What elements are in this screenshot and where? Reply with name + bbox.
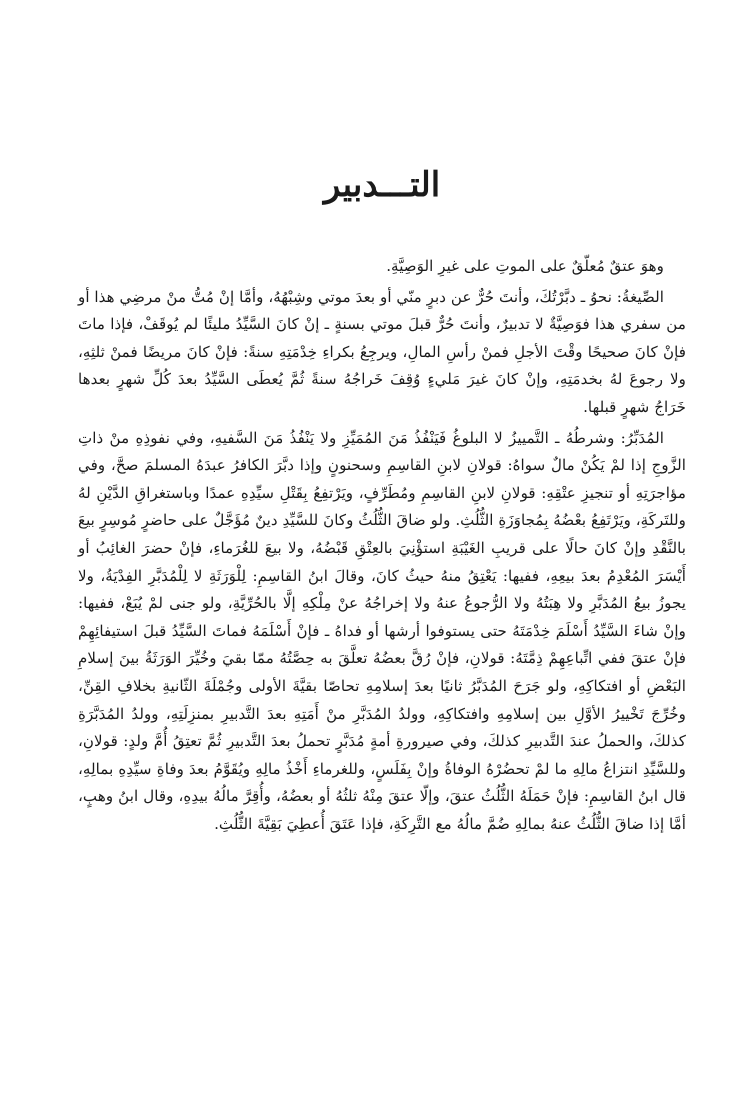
document-page — [78, 0, 686, 1094]
chapter-body — [78, 253, 686, 841]
definition-paragraph: وهوَ عتقٌ مُعلّقٌ على الموتِ على غيرِ الوَصِيَّةِ. — [386, 257, 664, 275]
formula-paragraph: الصِّيغةُ: نحوُ ـ دبَّرْتُكَ، وأنتَ حُرٌّ عن دبرٍ منّي أو بعدَ موتي وشِبْهُهُ، وأمَّا إنْ مُتُّ منْ مرضِي هذا أو من سفري هذا فوَصِيَّةٌ لا تدبيرٌ، وأنتَ حُرٌّ قبلَ موتي بسنةٍ ـ إنْ كانَ السَّيِّدُ مليئًا لم يُوقَفْ، فإذا ماتَ فإنْ كانَ صحيحًا وقْتَ الأجلِ فمنْ رأسِ المالِ، ويرجِعُ بكراءِ خِدْمَتِهِ سنةً: فإنْ كانَ مريضًا فمنْ ثلثِهِ، ولا رجوعَ لهُ بخدمَتِهِ، وإنْ كانَ غيرَ مَليءٍ وُقِفَ خَراجُهُ سنةً ثُمَّ يُعطَى السَّيِّدُ بعدَ كُلِّ شهرٍ بعدها خَرَاجُ شهرٍ قبلها. — [78, 287, 686, 416]
conditions-paragraph: المُدَبِّرُ: وشرطُهُ ـ التَّمييزُ لا البلوغُ فَيَنْفُذُ مَنَ المُمَيِّزِ ولا يَنْفُذُ مَنَ السَّفيهِ، وفي نفوذِهِ منْ ذاتِ الزَّوجِ إذا لمْ يَكُنْ مالٌ سواهُ: قولانِ لابنِ القاسِمِ وسحنونٍ وإذا دبَّرَ الكافرُ عبدَهُ المسلمَ صحَّ، وفي مؤاجرَتِهِ أو تنجيزِ عتْقِهِ: قولانِ لابنِ القاسِمِ ومُطَرِّفٍ، ويَرْتفِعُ بِقَتْلِ سيِّدِهِ عمدًا وباستغراقِ الدَّيْنِ لهُ وللتَركَةِ، ويَرْتَفِعُ بعْضُهُ بِمُجاوَزَةِ الثُّلُثِ. ولو ضاقَ الثُّلُثُ وكانَ للسَّيِّدِ دينٌ مُؤَجَّلٌ على حاضرٍ مُوسِرٍ بيعَ بالنَّقْدِ وإنْ كانَ حالًا على قريبِ الغَيْبَةِ استؤْنِيَ بالعِتْقِ قَبْضُهُ، ولا بيعَ للغُرَماءِ، فإنْ حضرَ الغائِبُ أو أَيْسَرَ المُعْدِمُ بعدَ بيعِهِ، ففيها: يَعْتِقُ منهُ حيثُ كانَ، وقالَ ابنُ القاسِمِ: لِلْوَرَثَةِ لا لِلْمُدَبَّرِ الفِدْيَةُ، ولا يجوزُ بيعُ المُدَبَّرِ ولا هِبَتُهُ ولا الرُّجوعُ عنهُ ولا إخراجُهُ عنْ مِلْكِهِ إلَّا بالحُرِّيَّةِ، ولو جنى لمْ يُبَعْ، ففيها: وإنْ شاءَ السَّيِّدُ أَسْلَمَ خِدْمَتَهُ حتى يستوفوا أرشها أو فداهُ ـ فإنْ أَسْلَمَهُ فماتَ السَّيِّدُ قبلَ استيفائِهِمْ فإنْ عتقَ ففي اتِّباعِهِمْ ذِمَّتَهُ: قولانِ، فإنْ رُقَّ بعضُهُ تعلَّقَ به حِصَّتُهُ ممّا بقيَ وخُيِّرَ الوَرَثَةُ بينَ إسلامِ البَعْضِ أو افتكاكِهِ، ولو جَرَحَ المُدَبَّرُ ثانيًا بعدَ إسلامِهِ تحاصّا بقيَّةَ الأولى وجُمْلَةَ الثّانيةِ بخلافِ القِنِّ، وخُرِّجَ تَخْييرُ الأوَّلِ بين إسلامِهِ وافتكاكِهِ، وولدُ المُدَبَّرِ منْ أَمَتِهِ بعدَ التَّدبيرِ بمنزِلَتِهِ، وولدُ المُدَبَّرَةِ كذلكَ، والحملُ عندَ التَّدبيرِ كذلكَ، وفي صيرورةِ أمةٍ مُدَبَّرٍ تحملُ بعدَ التَّدبيرِ ثُمَّ تعتِقُ أُمَّ ولدٍ: قولانِ، وللسَّيِّدِ انتزاعُ مالِهِ ما لمْ تحضُرْهُ الوفاةُ وإنْ بِفَلَسٍ، وللغرماءِ أَخْذُ مالِهِ ويُقَوَّمُ بعدَ وفاةِ سيِّدِهِ بمالِهِ، قال ابنُ القاسِمِ: فإنْ حَمَلَهُ الثُّلُثُ عتقَ، وإلّا عتقَ مِنْهُ ثلثُهُ أو بعضُهُ، وأُقِرَّ مالُهُ بيدِهِ، وقال ابنُ وهبٍ، أمَّا إذا ضاقَ الثُّلُثُ عنهُ بمالِهِ ضُمَّ مالُهُ مع التَّرِكَةِ، فإذا عَتَقَ أُعطِيَ بَقِيَّةَ الثُّلُثِ. — [78, 428, 686, 833]
chapter-title: التـــدبير — [323, 164, 441, 205]
